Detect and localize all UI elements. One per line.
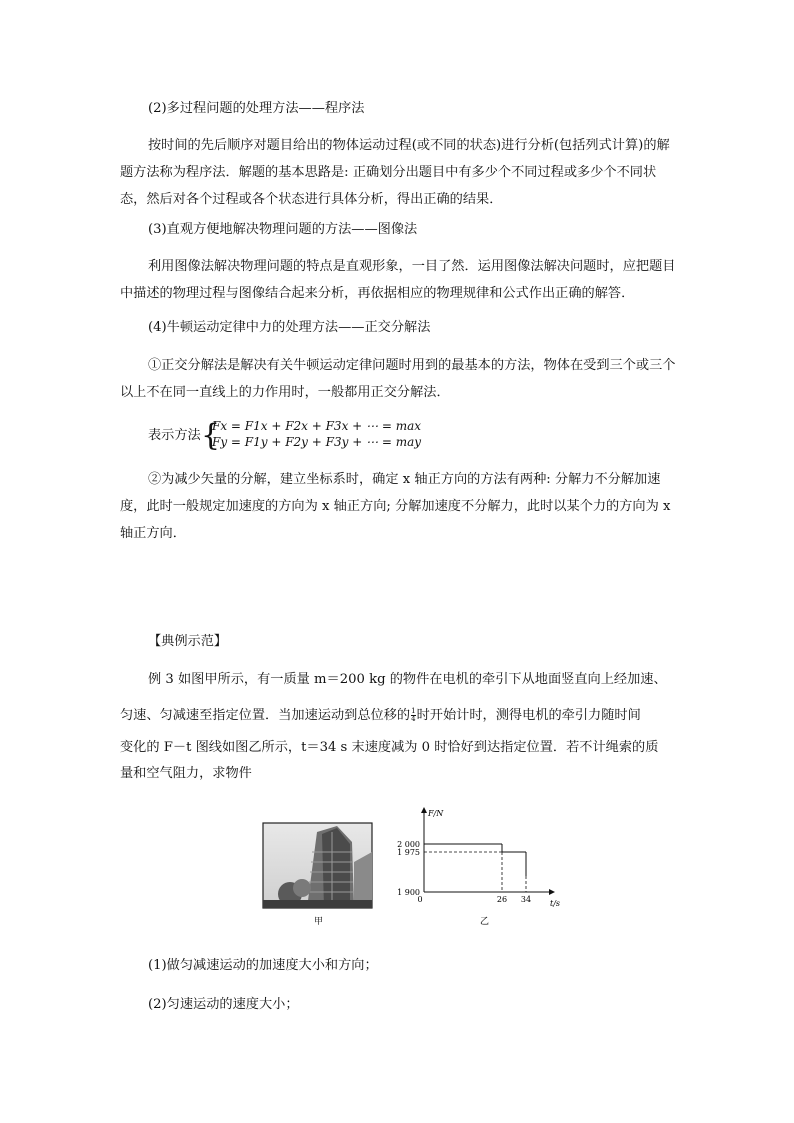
fraction-numerator: 1: [411, 707, 416, 715]
y-tick-label: 1 975: [397, 848, 420, 857]
x-axis-label: t/s: [550, 899, 561, 908]
example-heading: 【典例示范】: [148, 634, 228, 649]
example-line-2b: 时开始计时，测得电机的牵引力随时间: [416, 708, 641, 723]
chart-caption: 乙: [480, 917, 490, 927]
example-line-2: [120, 702, 680, 729]
equation-line-1: Fx = F1x + F2x + F3x + ⋯ = max: [212, 419, 421, 433]
paragraph-2: 按时间的先后顺序对题目给出的物体运动过程(或不同的状态)进行分析(包括列式计算)的解题方法称为程序法．解题的基本思路是: 正确划分出题目中有多少个不同过程或多少个不同状态，然后对各个过程或各个状态进行具体分析，得出正确的结果．: [120, 138, 670, 207]
paragraph-3: 利用图像法解决物理问题的特点是直观形象，一目了然．运用图像法解决问题时，应把题目中描述的物理过程与图像结合起来分析，再依据相应的物理规律和公式作出正确的解答．: [120, 259, 676, 301]
y-axis-label: F/N: [428, 809, 444, 818]
fraction-denominator: 4: [411, 715, 416, 723]
x-tick-label: 34: [520, 895, 532, 904]
heading-2: (2)多过程问题的处理方法——程序法: [148, 101, 365, 116]
example-line-4: 量和空气阻力，求物件: [120, 766, 252, 781]
photo-figure: [262, 822, 374, 934]
heading-3: (3)直观方便地解决物理问题的方法——图像法: [148, 222, 418, 237]
y-tick-label: 1 900: [397, 888, 420, 897]
question-2: (2)匀速运动的速度大小；: [148, 997, 299, 1012]
paragraph-4b: ②为减少矢量的分解，建立坐标系时，确定 x 轴正方向的方法有两种: 分解力不分解加速度，此时一般规定加速度的方向为 x 轴正方向; 分解加速度不分解力，此时以某个力的方向为 x 轴正方向．: [120, 472, 671, 541]
equation-label: 表示方法: [148, 428, 201, 443]
example-line-2a: 匀速、匀减速至指定位置．当加速运动到总位移的: [120, 708, 411, 723]
fraction: [411, 708, 415, 723]
x-tick-label: 0: [417, 895, 423, 904]
y-tick-label: 2 000: [397, 840, 420, 849]
example-line-1: 例 3 如图甲所示，有一质量 m＝200 kg 的物件在电机的牵引下从地面竖直向上经加速、: [148, 672, 667, 687]
left-brace: {: [201, 418, 221, 453]
example-line-3: 变化的 F－t 图线如图乙所示，t＝34 s 末速度减为 0 时恰好到达指定位置．若不计绳索的质: [120, 740, 659, 755]
question-1: (1)做匀减速运动的加速度大小和方向；: [148, 958, 378, 973]
heading-4: (4)牛顿运动定律中力的处理方法——正交分解法: [148, 320, 431, 335]
photo-caption: 甲: [314, 917, 324, 927]
x-tick-label: 26: [496, 895, 508, 904]
force-time-chart: [384, 798, 574, 930]
equation-line-2: Fy = F1y + F2y + F3y + ⋯ = may: [212, 435, 422, 449]
paragraph-4a: ①正交分解法是解决有关牛顿运动定律问题时用到的最基本的方法，物体在受到三个或三个以上不在同一直线上的力作用时，一般都用正交分解法．: [120, 358, 676, 400]
